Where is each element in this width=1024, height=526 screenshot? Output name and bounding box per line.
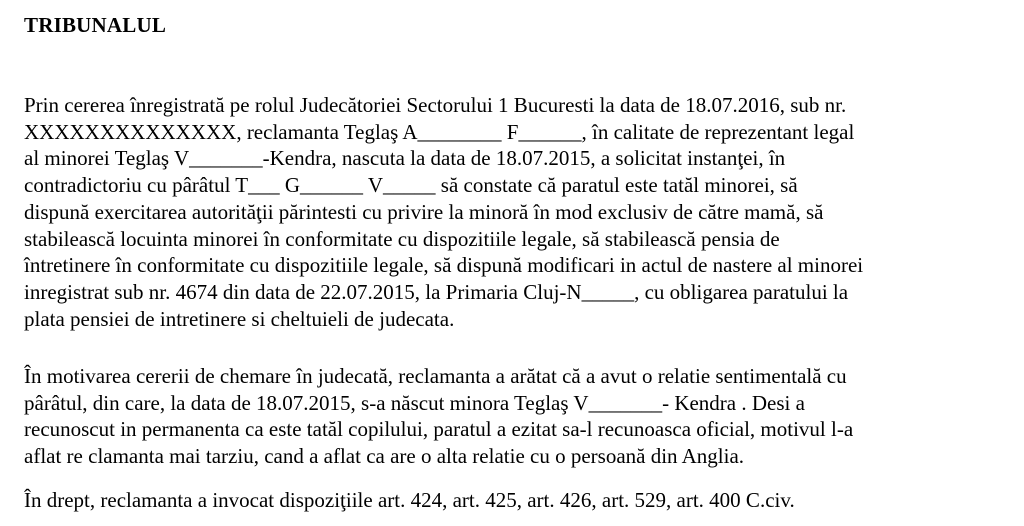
paragraph-line: pârâtul, din care, la data de 18.07.2015, s-a născut minora Teglaş V_______- Kendra . Desi a <box>24 390 805 415</box>
paragraph-law <box>24 487 1014 514</box>
paragraph-line: stabilească locuinta minorei în conformitate cu dispozitiile legale, să stabilească pensia de <box>24 226 780 251</box>
paragraph-line: contradictoriu cu pârâtul T___ G______ V_____ să constate că paratul este tatăl minorei, să <box>24 173 798 198</box>
paragraph-line: întretinere în conformitate cu dispozitiile legale, să dispună modificari in actul de nastere al minorei <box>24 253 864 278</box>
paragraph-line: Prin cererea înregistrată pe rolul Judecătoriei Sectorului 1 Bucuresti la data de 18.07.2016, sub nr. <box>24 93 847 117</box>
paragraph-line: inregistrat sub nr. 4674 din data de 22.07.2015, la Primaria Cluj-N_____, cu obligarea paratului la <box>24 279 849 304</box>
paragraph-line: aflat re clamanta mai tarziu, cand a aflat ca are o alta relatie cu o persoană din Anglia. <box>24 444 745 469</box>
paragraph-line: În drept, reclamanta a invocat dispoziţiile art. 424, art. 425, art. 426, art. 529, art. 400 C.civ. <box>24 488 795 512</box>
paragraph-line: În motivarea cererii de chemare în judecată, reclamanta a arătat că a avut o relatie sentimentală cu <box>24 364 847 388</box>
paragraph-line: plata pensiei de intretinere si cheltuieli de judecata. <box>24 306 455 331</box>
paragraph-line: XXXXXXXXXXXXXX, reclamanta Teglaş A________ F______, în calitate de reprezentant legal <box>24 119 855 144</box>
paragraph-line: al minorei Teglaş V_______-Kendra, nascuta la data de 18.07.2015, a solicitat instanţei, în <box>24 146 786 171</box>
document-heading: TRIBUNALUL <box>24 13 167 37</box>
paragraph-line: dispună exercitarea autorităţii părintesti cu privire la minoră în mod exclusiv de către mamă, să <box>24 199 824 224</box>
paragraph-motivation <box>24 363 1014 470</box>
paragraph-line: recunoscut in permanenta ca este tatăl copilului, paratul a ezitat sa-l recunoasca oficial, motivul l-a <box>24 417 854 442</box>
paragraph-request <box>24 92 1014 332</box>
